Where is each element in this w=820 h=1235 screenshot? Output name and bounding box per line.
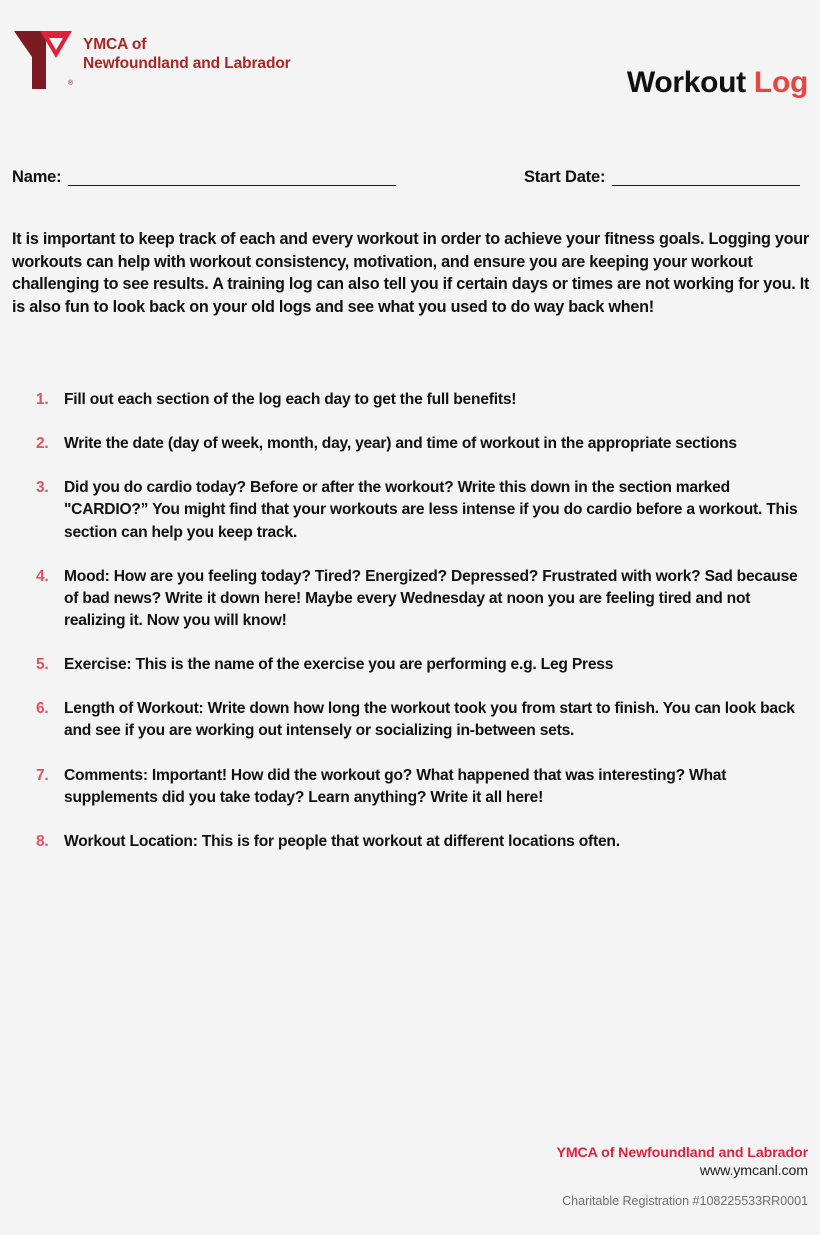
list-item	[36, 765, 816, 809]
name-field-group	[12, 168, 396, 186]
list-item-number: 2.	[36, 435, 49, 453]
list-item-text: Comments: Important! How did the workout go? What happened that was interesting? What supplements did you take today? Learn anything? Write it all here!	[64, 766, 727, 806]
start-date-input[interactable]	[612, 171, 800, 186]
list-item-text: Workout Location: This is for people that workout at different locations often.	[64, 832, 620, 850]
brand-line-1: YMCA of	[83, 36, 147, 53]
list-item	[36, 389, 816, 411]
ymca-y-triangle-logo	[12, 28, 74, 92]
name-field-label: Name:	[12, 167, 62, 186]
list-item-number: 7.	[36, 766, 49, 784]
list-item	[36, 831, 816, 853]
list-item-number: 4.	[36, 567, 49, 585]
document-header	[0, 0, 820, 140]
list-item	[36, 698, 816, 742]
list-item-number: 8.	[36, 832, 49, 850]
footer-charitable-registration: Charitable Registration #108225533RR0001	[562, 1193, 808, 1208]
page-title-word-primary: Workout	[626, 66, 746, 99]
list-item	[36, 433, 816, 455]
start-date-field-label: Start Date:	[524, 167, 606, 186]
start-date-field-group	[524, 168, 800, 186]
intro-paragraph: It is important to keep track of each and every workout in order to achieve your fitness goals. Logging your workouts can help with workout consistency, motivation, and ensure you are keeping your workout challenging to see results. A training log can also tell you if certain days or times are not working for you. It is also fun to look back on your old logs and see what you used to do way back when!	[12, 230, 810, 316]
list-item	[36, 654, 816, 676]
list-item-text: Fill out each section of the log each day to get the full benefits!	[64, 391, 517, 408]
list-item	[36, 477, 816, 543]
list-item-text: Write the date (day of week, month, day, year) and time of workout in the appropriate sections	[64, 435, 737, 453]
brand-line-2: Newfoundland and Labrador	[83, 55, 291, 73]
list-item-text: Exercise: This is the name of the exercise you are performing e.g. Leg Press	[64, 656, 614, 674]
list-item-number: 6.	[36, 700, 49, 718]
footer-website[interactable]: www.ymcanl.com	[699, 1163, 808, 1180]
list-item-text: Mood: How are you feeling today? Tired? Energized? Depressed? Frustrated with work? Sad because of bad news? Write it down here! Maybe every Wednesday at noon you are feeling tired and not realizing it. Now you will know!	[64, 567, 798, 629]
name-input[interactable]	[68, 171, 396, 186]
registered-trademark-icon: ®	[67, 80, 73, 87]
ymca-brand-lockup	[12, 28, 291, 92]
form-fields-row	[12, 160, 808, 186]
page-title-word-accent: Log	[753, 66, 808, 99]
document-footer	[308, 1145, 808, 1209]
list-item-text: Did you do cardio today? Before or after the workout? Write this down in the section marked "CARDIO?” You might find that your workouts are less intense if you do cardio before a workout. This section can help you keep track.	[64, 479, 798, 541]
footer-organization-name: YMCA of Newfoundland and Labrador	[556, 1144, 808, 1161]
list-item-number: 1.	[36, 391, 49, 408]
instructions-list	[36, 389, 816, 875]
list-item-number: 5.	[36, 656, 49, 674]
list-item	[36, 566, 816, 632]
page-title	[627, 68, 808, 98]
list-item-text: Length of Workout: Write down how long the workout took you from start to finish. You can look back and see if you are working out intensely or socializing in-between sets.	[64, 700, 795, 740]
list-item-number: 3.	[36, 479, 49, 497]
brand-text-block	[83, 35, 291, 74]
